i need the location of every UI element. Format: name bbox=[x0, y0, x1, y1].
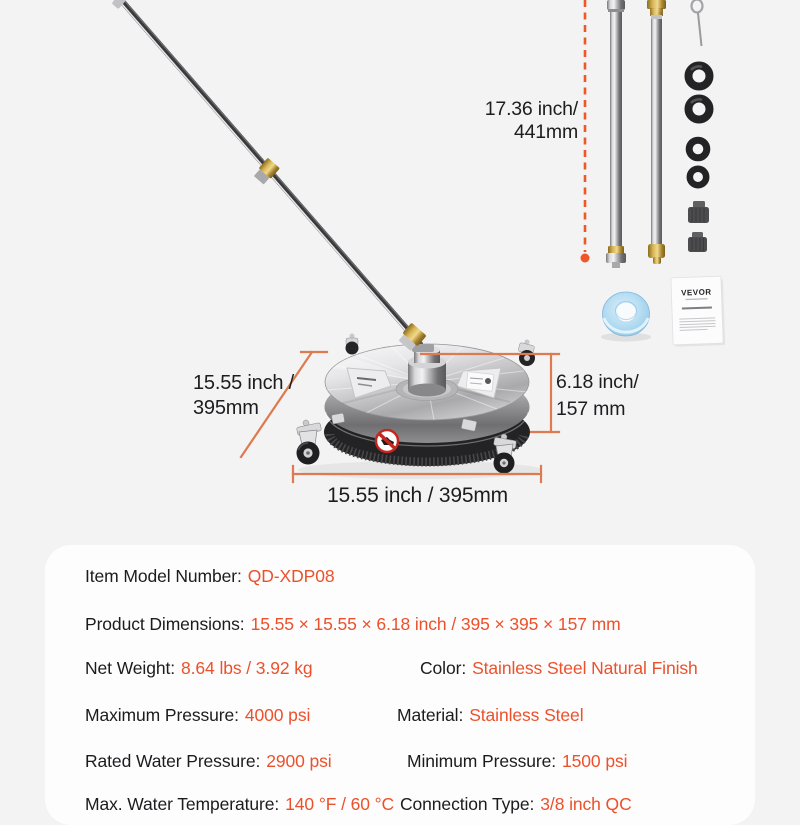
spec-label-min-pressure: Minimum Pressure: bbox=[407, 751, 557, 771]
spec-row-net-weight bbox=[85, 658, 313, 679]
extension-wand-1 bbox=[606, 0, 626, 268]
spec-row-item-model bbox=[85, 566, 334, 587]
spec-label-clipped-right: Connection Type: bbox=[400, 794, 535, 814]
deck-height-line1: 6.18 inch/ bbox=[556, 371, 639, 393]
o-rings bbox=[689, 66, 710, 186]
extension-wand-2 bbox=[647, 0, 666, 264]
spec-row-clipped-right bbox=[400, 794, 632, 815]
spec-row-clipped-left bbox=[85, 794, 394, 815]
spec-value-color: Stainless Steel Natural Finish bbox=[472, 658, 698, 678]
thread-seal-tape bbox=[601, 292, 651, 342]
spec-row-max-pressure bbox=[85, 705, 310, 726]
deck-height-line2: 157 mm bbox=[556, 397, 626, 420]
spec-label-net-weight: Net Weight: bbox=[85, 658, 176, 678]
spec-panel bbox=[45, 545, 755, 825]
front-left-caster bbox=[296, 420, 321, 465]
lance-length-line1: 17.36 inch/ bbox=[484, 98, 578, 120]
spec-label-item-model: Item Model Number: bbox=[85, 566, 242, 586]
surface-cleaner-deck bbox=[296, 323, 542, 479]
spec-row-rated-pressure bbox=[85, 751, 332, 772]
deck-width-bottom-label: 15.55 inch / 395mm bbox=[327, 484, 508, 507]
spec-value-dimensions: 15.55 × 15.55 × 6.18 inch / 395 × 395 × 157 mm bbox=[250, 614, 621, 634]
deck-width-side-line1: 15.55 inch / bbox=[193, 372, 295, 394]
spec-label-material: Material: bbox=[397, 705, 464, 725]
cleaning-pin bbox=[692, 0, 703, 46]
spec-row-material bbox=[397, 705, 583, 726]
spec-value-material: Stainless Steel bbox=[469, 705, 584, 725]
lance-length-dashed-line bbox=[581, 0, 590, 263]
telescoping-lance bbox=[112, 0, 422, 345]
spec-value-rated-pressure: 2900 psi bbox=[266, 751, 332, 771]
rear-right-caster bbox=[518, 340, 535, 367]
spec-row-min-pressure bbox=[407, 751, 627, 772]
spec-value-clipped-left: 140 °F / 60 °C bbox=[285, 794, 395, 814]
spec-value-clipped-right: 3/8 inch QC bbox=[540, 794, 632, 814]
spec-value-net-weight: 8.64 lbs / 3.92 kg bbox=[181, 658, 313, 678]
spec-label-color: Color: bbox=[420, 658, 467, 678]
spec-value-item-model: QD-XDP08 bbox=[247, 566, 335, 586]
no-step-icon bbox=[376, 430, 398, 452]
deck-width-side-label bbox=[193, 371, 294, 420]
spec-label-rated-pressure: Rated Water Pressure: bbox=[85, 751, 261, 771]
left-clamp bbox=[331, 413, 344, 424]
instruction-manual bbox=[671, 276, 725, 347]
manual-brand-text: VEVOR bbox=[680, 287, 712, 298]
spec-label-dimensions: Product Dimensions: bbox=[85, 614, 245, 634]
spec-value-min-pressure: 1500 psi bbox=[562, 751, 628, 771]
spec-row-color bbox=[420, 658, 698, 679]
deck-width-side-line2: 395mm bbox=[193, 396, 259, 419]
nozzles bbox=[688, 201, 709, 252]
spec-label-clipped-left: Max. Water Temperature: bbox=[85, 794, 280, 814]
lance-length-line2: 441mm bbox=[513, 121, 578, 143]
spec-label-max-pressure: Maximum Pressure: bbox=[85, 705, 239, 725]
lance-length-label bbox=[452, 98, 578, 144]
spec-value-max-pressure: 4000 psi bbox=[244, 705, 311, 725]
spec-row-dimensions bbox=[85, 614, 621, 635]
deck-height-label bbox=[556, 369, 639, 422]
rear-left-caster bbox=[346, 334, 359, 355]
